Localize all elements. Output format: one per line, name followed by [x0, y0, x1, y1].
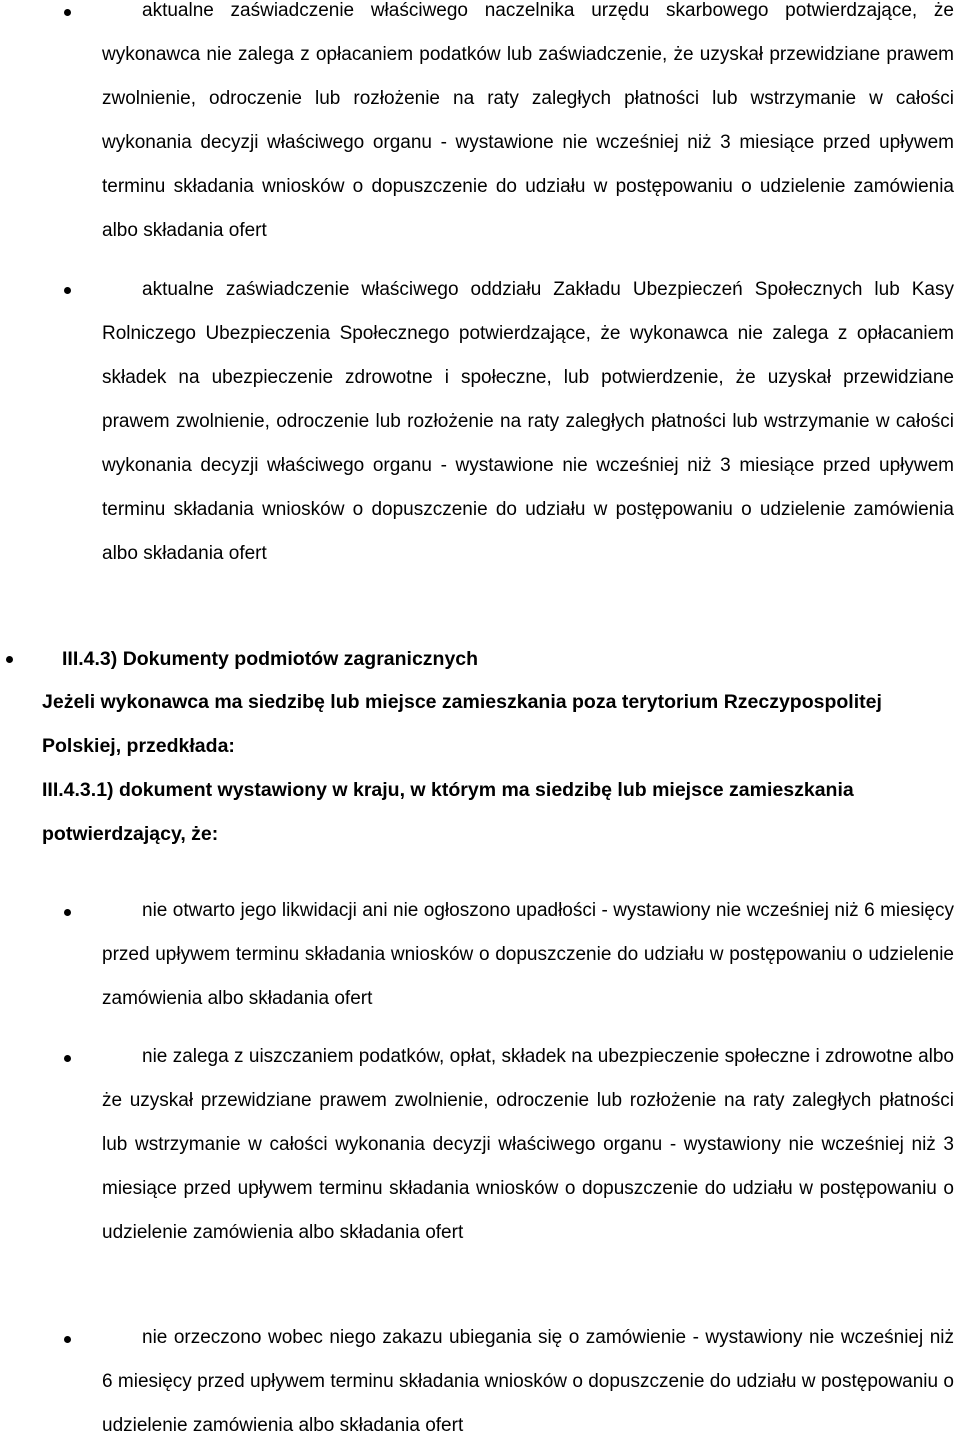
list-item — [102, 889, 954, 1021]
section-heading: III.4.3) Dokumenty podmiotów zagranicznych — [62, 648, 479, 670]
list-bullet — [64, 287, 71, 294]
list-bullet — [64, 1336, 71, 1343]
list-item — [102, 0, 954, 253]
list-item — [102, 1316, 954, 1448]
list-item — [102, 268, 954, 576]
list-bullet — [64, 1055, 71, 1062]
section-subheading: III.4.3.1) dokument wystawiony w kraju, w którym ma siedzibę lub miejsce zamieszkania potwierdzający, że: — [42, 779, 854, 845]
list-item-text: nie orzeczono wobec niego zakazu ubiegania się o zamówienie - wystawiony nie wcześniej niż 6 miesięcy przed upływem terminu składania wniosków o dopuszczenie do udziału w postępowaniu o udzielenie zamówienia albo składania ofert — [102, 1327, 954, 1436]
list-bullet — [6, 656, 13, 663]
list-item-text: nie otwarto jego likwidacji ani nie ogłoszono upadłości - wystawiony nie wcześniej niż 6 miesięcy przed upływem terminu składania wniosków o dopuszczenie do udziału w postępowaniu o udzielenie zamówienia albo składania ofert — [102, 900, 954, 1009]
list-item — [102, 1035, 954, 1255]
list-item-text: aktualne zaświadczenie właściwego oddziału Zakładu Ubezpieczeń Społecznych lub Kasy Rolniczego Ubezpieczenia Społecznego potwierdzające, że wykonawca nie zalega z opłacaniem składek na ubezpieczenie zdrowotne i społeczne, lub potwierdzenie, że uzyskał przewidziane prawem zwolnienie, odroczenie lub rozłożenie na raty zaległych płatności lub wstrzymanie w całości wykonania decyzji właściwego organu - wystawione nie wcześniej niż 3 miesiące przed upływem terminu składania wniosków o dopuszczenie do udziału w postępowaniu o udzielenie zamówienia albo składania ofert — [102, 279, 954, 564]
list-bullet — [64, 9, 71, 16]
section-intro: Jeżeli wykonawca ma siedzibę lub miejsce zamieszkania poza terytorium Rzeczypospolitej Polskiej, przedkłada: — [42, 691, 882, 757]
list-item-text: nie zalega z uiszczaniem podatków, opłat, składek na ubezpieczenie społeczne i zdrowotne albo że uzyskał przewidziane prawem zwolnienie, odroczenie lub rozłożenie na raty zaległych płatności lub wstrzymanie w całości wykonania decyzji właściwego organu - wystawiony nie wcześniej niż 3 miesiące przed upływem terminu składania wniosków o dopuszczenie do udziału w postępowaniu o udzielenie zamówienia albo składania ofert — [102, 1046, 954, 1243]
list-bullet — [64, 909, 71, 916]
list-item-text: aktualne zaświadczenie właściwego naczelnika urzędu skarbowego potwierdzające, że wykonawca nie zalega z opłacaniem podatków lub zaświadczenie, że uzyskał przewidziane prawem zwolnienie, odroczenie lub rozłożenie na raty zaległych płatności lub wstrzymanie w całości wykonania decyzji właściwego organu - wystawione nie wcześniej niż 3 miesiące przed upływem terminu składania wniosków o dopuszczenie do udziału w postępowaniu o udzielenie zamówienia albo składania ofert — [102, 0, 954, 241]
